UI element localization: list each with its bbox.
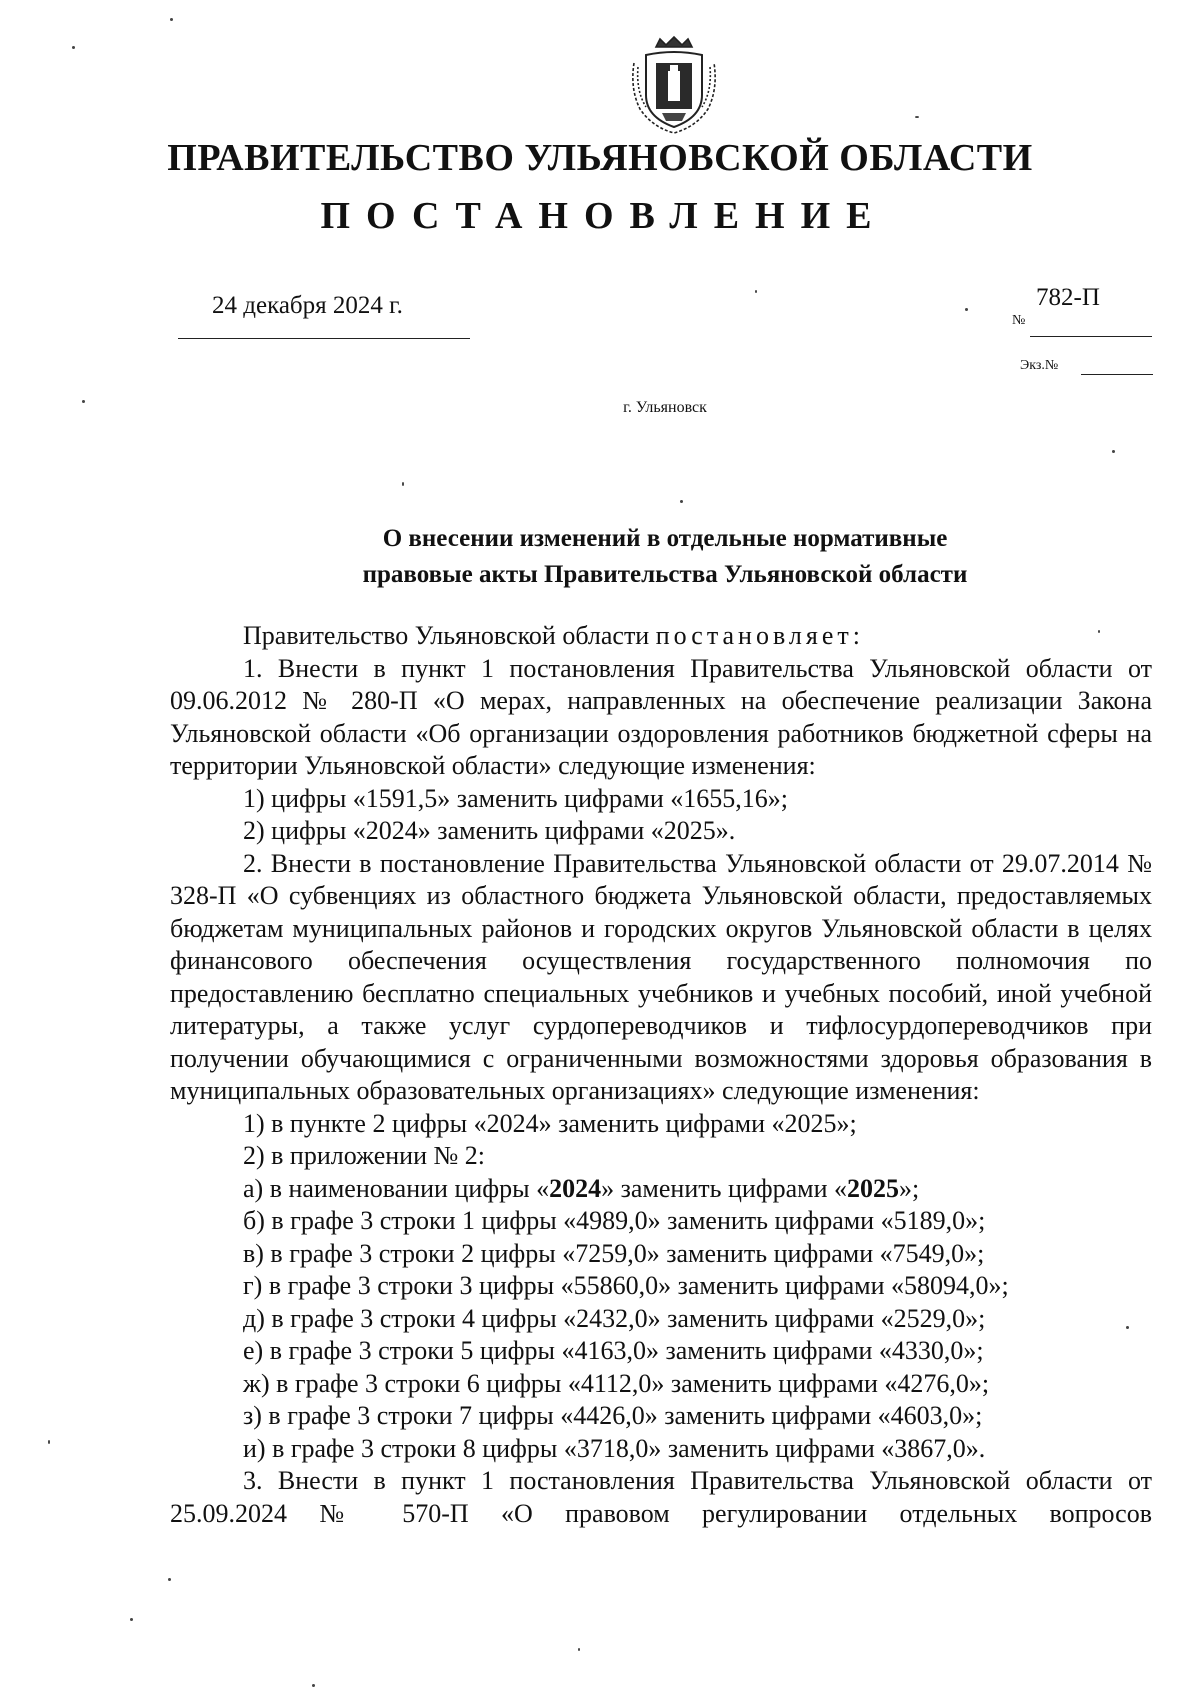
item-2-subitem-2b: б) в графе 3 строки 1 цифры «4989,0» заменить цифрами «5189,0»;: [243, 1206, 986, 1235]
document-body: [170, 620, 1152, 1530]
scan-speck: [1098, 630, 1100, 633]
subject-line-2: правовые акты Правительства Ульяновской области: [362, 561, 968, 588]
scan-speck: [965, 308, 968, 311]
item-2: 2. Внести в постановление Правительства Ульяновской области от 29.07.2014 № 328-П «О субвенциях из областного бюджета Ульяновской области, предоставляемых бюджетам муниципальных районов и городских округов Ульяновской области в целях финансового обеспечения осуществления государственного полномочия по предоставлению бесплатно специальных учебников и учебных пособий, иной учебной литературы, а также услуг сурдопереводчиков и тифлосурдопереводчиков при получении обучающимися с ограниченными возможностями здоровья образования в муниципальных образовательных организациях» следующие изменения:: [170, 848, 1152, 1105]
item-3: 3. Внести в пункт 1 постановления Правительства Ульяновской области от 25.09.2024 № 570-П «О правовом регулировании отдельных вопросов: [170, 1466, 1152, 1528]
item-2-subitem-2z: з) в графе 3 строки 7 цифры «4426,0» заменить цифрами «4603,0»;: [243, 1401, 983, 1430]
document-subject: [0, 521, 1200, 593]
subitem-2a-suffix: »;: [899, 1173, 920, 1203]
subitem-2a-middle: » заменить цифрами «: [601, 1173, 848, 1203]
scan-speck: [680, 500, 683, 503]
document-date: 24 декабря 2024 г.: [212, 292, 403, 319]
government-title: ПРАВИТЕЛЬСТВО УЛЬЯНОВСКОЙ ОБЛАСТИ: [167, 137, 1033, 179]
item-1-subitem-1: 1) цифры «1591,5» заменить цифрами «1655,16»;: [243, 783, 788, 813]
item-2-subitem-2a: [170, 1173, 1152, 1206]
copy-number-underline: [1081, 374, 1153, 375]
scan-speck: [130, 1618, 133, 1621]
subject-line-1: О внесении изменений в отдельные нормативные: [382, 525, 948, 552]
item-2-subitem-2i: и) в графе 3 строки 8 цифры «3718,0» заменить цифрами «3867,0».: [243, 1433, 986, 1463]
number-sign: №: [1012, 313, 1026, 328]
coat-of-arms-icon: [626, 33, 722, 139]
item-1-subitem-2: 2) цифры «2024» заменить цифрами «2025».: [243, 816, 736, 845]
scan-speck: [168, 1578, 171, 1581]
scan-speck: [48, 1440, 50, 1444]
item-2-subitem-2g: г) в графе 3 строки 3 цифры «55860,0» заменить цифрами «58094,0»;: [243, 1271, 1009, 1300]
document-number: 782-П: [1036, 284, 1100, 311]
item-2-subitem-2zh: ж) в графе 3 строки 6 цифры «4112,0» заменить цифрами «4276,0»;: [243, 1368, 990, 1398]
intro-prefix: Правительство Ульяновской области: [243, 621, 650, 650]
item-2-subitem-2d: д) в графе 3 строки 4 цифры «2432,0» заменить цифрами «2529,0»;: [243, 1303, 986, 1333]
item-2-subitem-2v: в) в графе 3 строки 2 цифры «7259,0» заменить цифрами «7549,0»;: [243, 1238, 985, 1268]
scan-speck: [170, 18, 173, 21]
copy-number-label: Экз.№: [1020, 358, 1059, 373]
subitem-2a-old-value: 2024: [549, 1173, 602, 1203]
scan-speck: [1126, 1326, 1129, 1329]
city-label: г. Ульяновск: [623, 399, 707, 416]
scan-speck: [915, 116, 919, 118]
scan-speck: [82, 400, 85, 403]
document-type-title: ПОСТАНОВЛЕНИЕ: [320, 195, 888, 237]
number-underline: [1030, 336, 1152, 337]
item-2-subitem-2e: е) в графе 3 строки 5 цифры «4163,0» заменить цифрами «4330,0»;: [243, 1336, 984, 1365]
subitem-2a-prefix: а) в наименовании цифры «: [243, 1173, 550, 1203]
intro-verb: постановляет:: [655, 621, 864, 650]
scan-speck: [755, 290, 757, 293]
subitem-2a-new-value: 2025: [847, 1173, 900, 1203]
item-2-subitem-2: 2) в приложении № 2:: [243, 1141, 486, 1170]
item-2-subitem-1: 1) в пункте 2 цифры «2024» заменить цифрами «2025»;: [243, 1108, 857, 1138]
scan-speck: [312, 1684, 315, 1687]
scan-speck: [402, 482, 404, 486]
scan-speck: [578, 1648, 580, 1651]
intro-paragraph: [170, 620, 1152, 653]
date-underline: [178, 338, 470, 339]
scan-speck: [1112, 450, 1115, 453]
item-1: 1. Внести в пункт 1 постановления Правительства Ульяновской области от 09.06.2012 № 280-П «О мерах, направленных на обеспечение реализации Закона Ульяновской области «Об организации оздоровления работников бюджетной сферы на территории Ульяновской области» следующие изменения:: [170, 653, 1152, 780]
scan-speck: [72, 46, 75, 49]
